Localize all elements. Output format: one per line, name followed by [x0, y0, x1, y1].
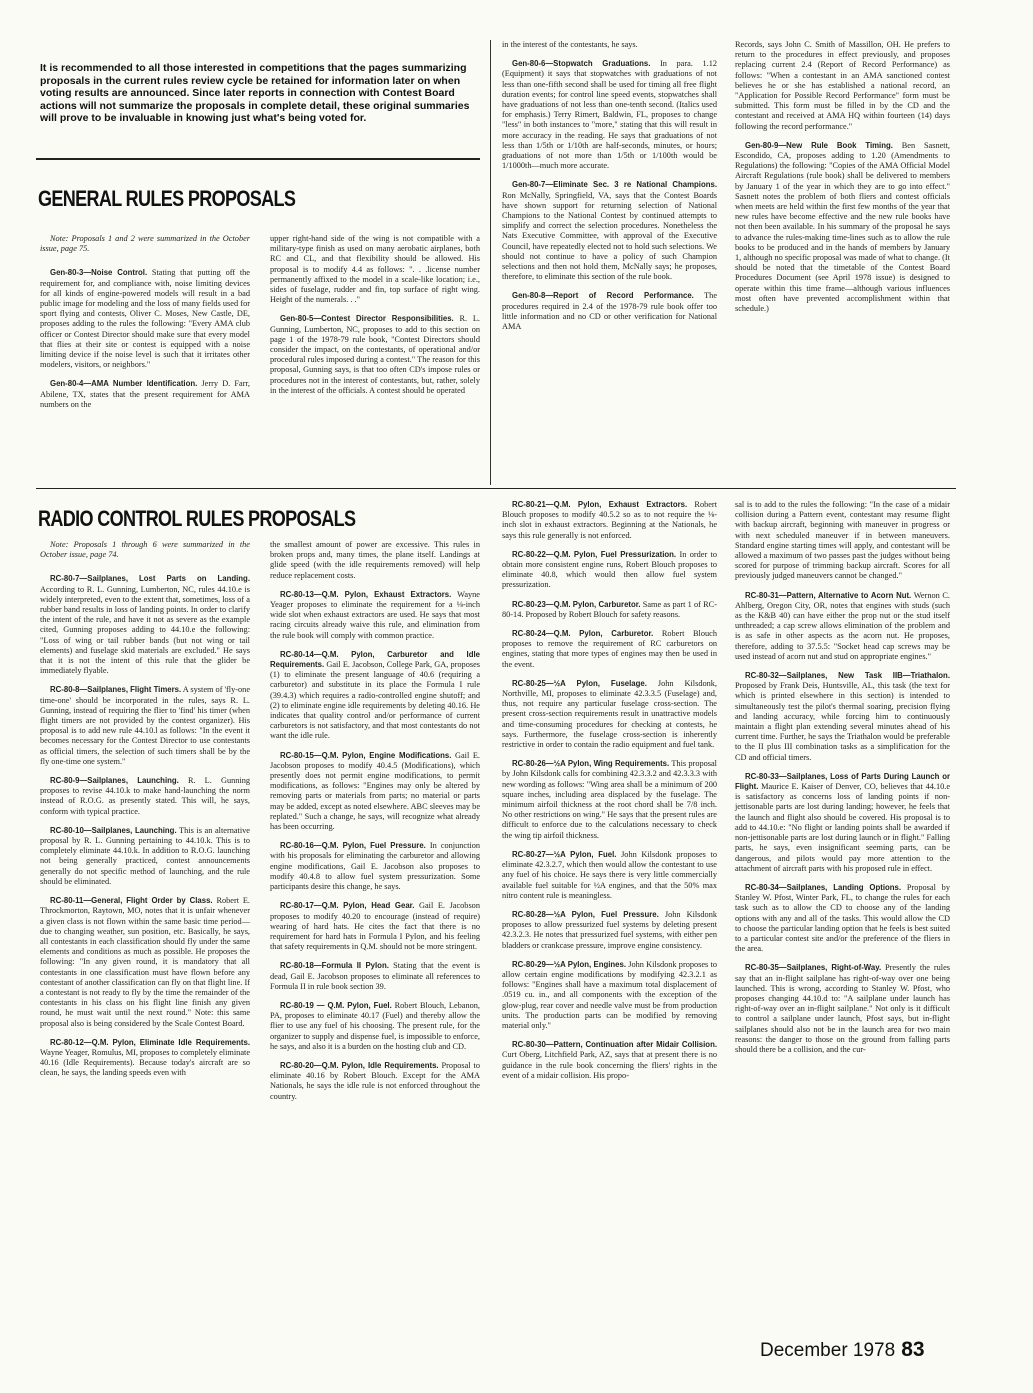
- proposal-heading: RC-80-12—Q.M. Pylon, Eliminate Idle Requirements.: [50, 1037, 250, 1047]
- proposal-text: Robert E. Throckmorton, Raytown, MO, notes that it is unfair whenever a given class is not flown within the same basic time period—due to changing weather, sun position, etc. Basically, he says, all contestants in each classification should fly under the same elements and conditions as much as possible. He proposes the following: "In any given round, it is mandatory that all contestants in one classification must have flown before any contestant of another classification can fly on that flight line. If a contestant is not ready to fly by the time the remainder of the contestants in his class on his flight line finish any given round, he must wait until the next round." Note: this same proposal also is being considered by the Scale Contest Board.: [40, 896, 251, 1028]
- proposal-text: Curt Oberg, Litchfield Park, AZ, says that at present there is no guidance in the rule book concerning the fliers' rights in the event of a midair collision. His propo-: [502, 1050, 717, 1080]
- proposal-heading: Gen-80-6—Stopwatch Graduations.: [512, 59, 651, 69]
- proposal-text: Gail E. Jacobson proposes to modify 40.20 to encourage (instead of require) wearing of hard hats. He cites the fact that there is no requirement for hard hats in Formula I Pylon, and his feeling that safety requirements in Q.M. should not be more stringent.: [270, 901, 480, 952]
- proposal-text: Proposal to eliminate 40.16 by Robert Blouch. Except for the AMA Nationals, he says the idle rule is not enforced throughout the country.: [270, 1060, 480, 1101]
- proposal-heading: RC-80-30—Pattern, Continuation after Midair Collision.: [512, 1040, 717, 1050]
- proposal-paragraph: [735, 963, 950, 1055]
- proposal-text: Wayne Yeager, Romulus, MI, proposes to completely eliminate 40.16 (Idle Requirements). Because today's aircraft are so clean, he says, the landing speeds even with: [40, 1047, 250, 1078]
- section-note: [40, 540, 250, 560]
- proposal-text: Gail E. Jacobson, College Park, GA, proposes (1) to eliminate the present language of 40.6 (requiring a carburetor) and substitute in its place the Formula I rule (39.4.3) which requires a radio-controlled engine shutoff; and (2) to eliminate engine idle requirements by deleting 40.16. He indicates that quality control and/or performance of current carburetors is not satisfactory, and that most contestants do not want the idle rule.: [270, 660, 480, 741]
- proposal-heading: RC-80-22—Q.M. Pylon, Fuel Pressurization.: [512, 549, 677, 559]
- proposal-text: John Kilsdonk, Northville, MI, proposes to eliminate 42.3.3.5 (Fuselage) and, thus, not require any particular fuselage cross-section. The present cross-section requirements result in unattractive models and time-consuming procedures for checking at contests, he says. Furthermore, the fuselage cross-section is inherently restrictive in order to contain the radio equipment and fuel tank.: [502, 678, 717, 750]
- proposal-text: Same as part 1 of RC-80-14. Proposed by Robert Blouch for safety reasons.: [502, 599, 717, 619]
- proposal-heading: Gen-80-9—New Rule Book Timing.: [745, 140, 893, 150]
- proposal-heading: RC-80-15—Q.M. Pylon, Engine Modifications.: [280, 750, 452, 760]
- proposal-paragraph: [270, 961, 480, 992]
- rc-section-title: RADIO CONTROL RULES PROPOSALS: [38, 506, 356, 531]
- proposal-paragraph: [502, 759, 717, 841]
- proposal-text: R. L. Gunning, Lumberton, NC, proposes to add to this section on page 1 of the 1978-79 rule book, "Contest Directors should consider the impact, on the contestants, of operational and/or procedural rules imposed during a contest." The reason for this proposal, Gunning says, is that too often CD's impose rules or procedures not in the interest of contestants, but, rather, solely in the interest of the officials. A contest should be operated: [270, 314, 480, 395]
- continued-paragraph: [735, 500, 950, 582]
- proposal-paragraph: [40, 379, 250, 410]
- proposal-paragraph: [40, 268, 250, 370]
- proposal-text: Stating that the event is dead, Gail E. Jacobson proposes to eliminate all references to Formula II in rule book section 39.: [270, 961, 480, 991]
- proposal-heading: RC-80-28—½A Pylon, Fuel Pressure.: [512, 909, 659, 919]
- proposal-paragraph: [502, 1040, 717, 1081]
- proposal-paragraph: [735, 671, 950, 763]
- proposal-heading: RC-80-19 — Q.M. Pylon, Fuel.: [280, 1000, 392, 1010]
- continued-paragraph: [270, 540, 480, 581]
- proposal-text: Ron McNally, Springfield, VA, says that the Contest Boards have shown support for returning selection of National Champions to the National Contest by continued attempts to simplify and correct the selection procedures. Nonetheless the Nats Executive Committee, with approval of the Executive Council, have repeatedly elected not to hold such selections. We should not continue to have a policy of such Champion selections and then not hold them, McNally says; he proposes, therefore, to eliminate this section of the rule book.: [502, 190, 717, 282]
- proposal-heading: RC-80-18—Formula II Pylon.: [280, 961, 389, 971]
- proposal-paragraph: [735, 141, 950, 314]
- proposal-paragraph: [502, 960, 717, 1031]
- page-number: 83: [901, 1338, 925, 1361]
- proposal-heading: RC-80-32—Sailplanes, New Task IIB—Triathalon.: [745, 671, 950, 681]
- general-col-2: [270, 234, 480, 405]
- proposal-text: The procedures required in 2.4 of the 1978-79 rule book offer too little information and no CD or other verification for National AMA: [502, 291, 717, 332]
- general-col-1: [40, 234, 250, 419]
- proposal-paragraph: [735, 883, 950, 954]
- proposal-text: in the interest of the contestants, he says.: [502, 40, 638, 49]
- rc-col-4: [735, 500, 950, 1064]
- proposal-text: Presently the rules say that an in-flight sailplane has right-of-way over one being launched. This is wrong, according to Stanley W. Pfost, who proposes changing 44.10.d to: "A sailplane under launch has right-of-way over an in-flight sailplane." Not only is it difficult to control a sailplane under launch, Pfost says, but in-flight sailplanes should also not be in the launch area for two main reasons: the danger to those on the ground from falling parts should there be a collision, and the cur-: [735, 963, 950, 1054]
- proposal-heading: RC-80-23—Q.M. Pylon, Carburetor.: [512, 599, 641, 609]
- proposal-paragraph: [40, 1038, 250, 1079]
- proposal-text: Note: Proposals 1 and 2 were summarized in the October issue, page 75.: [40, 234, 250, 254]
- proposal-text: John Kilsdonk proposes to allow pressurized fuel systems by deleting present 42.3.2.3. He notes that pressurized fuel systems, with either pen bladders or crankcase pressure, improve engine consistency.: [502, 909, 717, 950]
- proposal-text: Jerry D. Farr, Abilene, TX, states that the present requirement for AMA numbers on the: [40, 379, 250, 409]
- proposal-paragraph: [270, 590, 480, 641]
- proposal-heading: Gen-80-7—Eliminate Sec. 3 re National Champions.: [512, 180, 717, 190]
- proposal-text: This proposal by John Kilsdonk calls for combining 42.3.3.2 and 42.3.3.3 with new wording as follows: "Wing area shall be a minimum of 200 square inches, including area displaced by the fuselage. The minimum airfoil thickness at the root chord shall be 7/8 inch. No other restrictions on wing." He says that the present rules are difficult to enforce due to the calculations necessary to check the wing tip airfoil thickness.: [502, 759, 717, 840]
- proposal-text: Note: Proposals 1 through 6 were summarized in the October issue, page 74.: [40, 540, 250, 560]
- proposal-heading: RC-80-21—Q.M. Pylon, Exhaust Extractors.: [512, 500, 688, 509]
- proposal-text: Proposed by Frank Deis, Huntsville, AL, this task (the text for which is printed elsewhere in this section) is intended to simultaneously test the pilot's thermal soaring, precision flying and landing accuracy, while forcing him to continuously maintain a flight plan extending several minutes ahead of his current time. Further, he says the Triathalon would be preferable to the II plus III combination tasks as a simplification for the CD and official timers.: [735, 681, 950, 762]
- issue-date: December 1978: [760, 1340, 896, 1361]
- proposal-heading: RC-80-24—Q.M. Pylon, Carburetor.: [512, 629, 654, 639]
- proposal-paragraph: [502, 600, 717, 620]
- proposal-heading: RC-80-29—½A Pylon, Engines.: [512, 959, 626, 969]
- proposal-text: In para. 1.12 (Equipment) it says that stopwatches with graduations of not less than one-fifth second shall be used for timing all free flight duration events; for control line speed events, stopwatches shall have graduations of not less than one-tenth second. (Italics used for emphasis.) Terry Rimert, Baldwin, FL, proposes to change "less" in both instances to "more," stating that this will result in more accuracy in the reading. He says that graduations of not less than 1/5th or 1/10th are half-seconds, minutes, or hours; graduations of not more than 1/5th or 1/100th would be 1/1000th—much more accurate.: [502, 59, 717, 171]
- proposal-paragraph: [735, 591, 950, 662]
- proposal-paragraph: [270, 314, 480, 396]
- proposal-text: In order to obtain more consistent engine runs, Robert Blouch proposes to eliminate 40.8, which would then allow fuel system pressurization.: [502, 549, 717, 590]
- proposal-heading: RC-80-35—Sailplanes, Right-of-Way.: [745, 963, 882, 973]
- proposal-heading: RC-80-26—½A Pylon, Wing Requirements.: [512, 759, 670, 769]
- proposal-heading: RC-80-14—Q.M. Pylon, Carburetor and Idle Requirements.: [270, 649, 480, 670]
- proposal-heading: RC-80-27—½A Pylon, Fuel.: [512, 849, 617, 859]
- proposal-text: Ben Sasnett, Escondido, CA, proposes adding to 1.20 (Amendments to Regulations) the following: "Copies of the AMA Official Model Aircraft Regulations (rule book) shall be delivered to members by January 1 of the year in which they are to go into effect." Sasnett notes the problem of both fliers and contest officials when meets are held within the first few months of the year that new rules have become effective and the new rule books have not then been available. In his summary of the proposal he says to advance the rules-making time-lines such as to allow the rule books to be produced and in the hands of members by January 1, although no specific proposal was made of what to change. (It should be noted that the timetable of the Contest Board Procedures Document (see April 1978 issue) is designed to operate within this time frame—although various influences most often have prevented accomplishment within that schedule.): [735, 140, 950, 314]
- proposal-paragraph: [40, 776, 250, 817]
- proposal-heading: RC-80-20—Q.M. Pylon, Idle Requirements.: [280, 1060, 439, 1070]
- general-col-3: [502, 40, 717, 341]
- proposal-text: Proposal by Stanley W. Pfost, Winter Park, FL, to change the rules for each task such as to allow the CD to choose any of the landing options with any and all of the tasks. This would allow the CD to choose the particular landing option that he feels is best suited to a particular contest site and/or the preference of the fliers in the area.: [735, 882, 950, 954]
- proposal-text: upper right-hand side of the wing is not compatible with a military-type finish as used on many aerobatic airplanes, both RC and CL, and that flexibility should be allowed. His proposal is to modify 4.4 as follows: ". . .license number permanently affixed to the model in a scale-like location; i.e., sides of fuselage, rudder and fin, top surface of right wing. Height of the numerals. . .": [270, 234, 480, 305]
- general-col-4: [735, 40, 950, 323]
- proposal-paragraph: [270, 650, 480, 742]
- proposal-heading: RC-80-16—Q.M. Pylon, Fuel Pressure.: [280, 841, 426, 851]
- proposal-heading: RC-80-11—General, Flight Order by Class.: [50, 896, 213, 906]
- proposal-text: According to R. L. Gunning, Lumberton, NC, rules 44.10.e is widely interpreted, even to the extent that, sometimes, loss of a rubber band results in loss of landing points. In order to clarify the intent of the rule, and have it not as severe as the example cited, Gunning proposes adding to 44.10.e the following: "Loss of wing or tail rubber bands (but not wing or tail elements) and fuselage skid materials are excluded." He says that it is not the intent of this rule that the glider be immediately flyable.: [40, 584, 250, 676]
- proposal-paragraph: [270, 901, 480, 952]
- proposal-heading: RC-80-17—Q.M. Pylon, Head Gear.: [280, 901, 415, 911]
- proposal-paragraph: [502, 679, 717, 750]
- proposal-paragraph: [502, 850, 717, 901]
- proposal-heading: RC-80-33—Sailplanes, Loss of Parts During Launch or Flight.: [735, 771, 950, 792]
- proposal-heading: Gen-80-3—Noise Control.: [50, 268, 148, 278]
- proposal-heading: RC-80-8—Sailplanes, Flight Timers.: [50, 685, 182, 695]
- proposal-paragraph: [270, 1001, 480, 1052]
- proposal-text: Robert Blouch proposes to remove the requirement of RC carburetors on engines, stating that more types of engines may then be used in the event.: [502, 629, 717, 669]
- proposal-text: Wayne Yeager proposes to eliminate the requirement for a ⅛-inch wide slot when exhaust extractors are used. He says that most racing circuits already waive this rule, and elimination from the rule book will comply with common practice.: [270, 589, 480, 640]
- proposal-paragraph: [40, 896, 250, 1029]
- page-footer: [760, 1338, 925, 1362]
- section-note: [40, 234, 250, 254]
- proposal-heading: RC-80-7—Sailplanes, Lost Parts on Landing.: [50, 574, 250, 584]
- proposal-paragraph: [40, 826, 250, 887]
- proposal-text: Robert Blouch, Lebanon, PA, proposes to eliminate 40.17 (Fuel) and thereby allow the flier to use any fuel of his choosing. The present rule, for the organizer to supply and dispense fuel, is impossible to enforce, he says, and also it is a burden on the hosting club and CD.: [270, 1000, 480, 1051]
- proposal-text: Maurice E. Kaiser of Denver, CO, believes that 44.10.e is satisfactory as concerns loss of landing points if non-jettisonable parts are lost during landing; however, he feels that the launch and flight also should be covered. His proposal is to add to 44.10.e: "No flight or landing points shall be awarded if non-jettisonable parts are lost during launch or in flight." Falling parts, he says, even insignificant seeming parts, can be dangerous, and pilots would pay more attention to the attachment of aircraft parts with his proposed rule in effect.: [735, 782, 950, 873]
- proposal-paragraph: [270, 751, 480, 833]
- continued-paragraph: [735, 40, 950, 132]
- proposal-heading: RC-80-25—½A Pylon, Fuselage.: [512, 678, 647, 688]
- proposal-paragraph: [502, 629, 717, 670]
- proposal-text: Records, says John C. Smith of Massillon, OH. He prefers to return to the procedures in effect previously, and proposes replacing current 2.4 (Report of Record Performance) as follows: "When a contestant in an AMA sanctioned contest believes he or she has established a national record, an "Application for Possible Record Performance" form must be submitted. This form must be filled in by the CD and the contestant and received at AMA HQ within fourteen (14) days following the record performance.": [735, 40, 950, 131]
- proposal-heading: RC-80-10—Sailplanes, Launching.: [50, 825, 177, 835]
- section-divider: [36, 488, 956, 489]
- proposal-text: sal is to add to the rules the following: "In the case of a midair collision during a Pattern event, contestant may resume flight with backup aircraft, beginning with maneuver in progress or with next scheduled maneuver if in between maneuvers. Standard engine starting times will apply, and contestant will be allowed a maximum of two passes past the judges without being scored for purpose of trimming backup aircraft. Scores for all previously judged maneuvers cannot be changed.": [735, 500, 950, 581]
- proposal-paragraph: [270, 841, 480, 892]
- proposal-paragraph: [502, 500, 717, 541]
- proposal-heading: RC-80-9—Sailplanes, Launching.: [50, 776, 179, 786]
- rc-col-3: [502, 500, 717, 1090]
- proposal-paragraph: [40, 685, 250, 767]
- proposal-heading: Gen-80-8—Report of Record Performance.: [512, 291, 694, 301]
- proposal-text: A system of 'fly-one time-one' should be incorporated in the rules, says R. L. Gunning, instead of requiring the flier to 'find' his timer (when flight timers are not provided by the contest organizer). His proposal is to add new rule 44.10.l as follows: "In the event it becomes necessary for the Contest Director to use contestants as official timers, the selection of such timers shall be by the fly one-time one system.": [40, 685, 250, 766]
- proposal-paragraph: [735, 772, 950, 874]
- continued-paragraph: [502, 40, 717, 50]
- proposal-heading: RC-80-31—Pattern, Alternative to Acorn Nut.: [745, 590, 912, 600]
- rc-col-2: [270, 540, 480, 1111]
- proposal-paragraph: [502, 910, 717, 951]
- proposal-text: In conjunction with his proposals for eliminating the carburetor and allowing engine modifications, Gail E. Jacobson also proposes to modify 40.4.8 to allow fuel system pressurization. Some participants desire this change, he says.: [270, 841, 480, 892]
- proposal-heading: RC-80-13—Q.M. Pylon, Exhaust Extractors.: [280, 589, 452, 599]
- proposal-heading: Gen-80-5—Contest Director Responsibilities.: [280, 314, 454, 324]
- general-divider: [490, 40, 491, 485]
- proposal-heading: RC-80-34—Sailplanes, Landing Options.: [745, 882, 902, 892]
- proposal-paragraph: [502, 550, 717, 591]
- rc-col-1: [40, 540, 250, 1088]
- proposal-text: Stating that putting off the requirement for, and compliance with, noise limiting devices for all kinds of engine-powered models will result in a bad public image for modeling and the loss of many fields used for sport flying and contests, Oliver C. Moses, New Castle, DE, proposes adding to the rules the following: "Every AMA club officer or Contest Director should make sure that every model that flies at their site or contest is equipped with a noise limiting device if the noise level is such that it irritates other modelers, visitors, or neighbors.": [40, 268, 250, 370]
- proposal-paragraph: [502, 291, 717, 332]
- general-section-title: GENERAL RULES PROPOSALS: [38, 186, 296, 211]
- proposal-text: the smallest amount of power are excessive. This rules in broken props and, many times, the plane itself. Landings at glide speed (with the idle requirements removed) will help reduce replacement costs.: [270, 540, 480, 580]
- proposal-text: Wernon C. Ahlberg, Oregon City, OR, notes that engines with studs (such as the K&B 40) can have either the prop nut or the stud itself unthreaded; a cap screw allows elimination of the problem and is as safe in other aspects as the acorn nut. He proposes, therefore, adding to 37.5.5: "Socket head cap screws may be used instead of acorn nut and stud on appropriate engines.": [735, 590, 950, 661]
- proposal-paragraph: [270, 1061, 480, 1102]
- intro-rule: [36, 158, 480, 160]
- proposal-text: John Kilsdonk proposes to eliminate 42.3.2.7, which then would allow the contestant to use any fuel of his choice. He says there is very little commercially available fuel suitable for ½A engines, and that the 50% max nitro content rule is meaningless.: [502, 849, 717, 900]
- proposal-paragraph: [502, 59, 717, 171]
- proposal-text: Robert Blouch proposes to modify 40.5.2 so as to not require the ⅛-inch slot in exhaust extractors. Beginning at the Nationals, he says this rule generally is not enforced.: [502, 500, 718, 540]
- proposal-paragraph: [502, 180, 717, 282]
- proposal-heading: Gen-80-4—AMA Number Identification.: [50, 379, 198, 389]
- intro-notice: It is recommended to all those interested in competitions that the pages summarizing proposals in the current rules review cycle be retained for information later on when voting results are announced. Since later reports in connection with Contest Board actions will not summarize the proposals in complete detail, these original summaries will prove to be invaluable in knowing just what's being voted for.: [40, 62, 470, 125]
- proposal-text: Gail E. Jacobson proposes to modify 40.4.5 (Modifications), which presently does not permit engine modifications, to permit modifications, as follows: "Engines may only be altered by removing parts or materials from parts; no material or parts may be added, except as noted elsewhere. ABC sleeves may be replated." Such a change, he says, will recognize what already has been occurring.: [270, 750, 480, 832]
- proposal-text: This is an alternative proposal by R. L. Gunning pertaining to 44.10.k. This is to completely eliminate 44.10.k. In addition to R.O.G. launching not being generally practiced, contest announcements generally do not specific method of launching, and the rule should be eliminated.: [40, 825, 250, 886]
- proposal-text: John Kilsdonk proposes to allow certain engine modifications by modifying 42.3.2.1 as follows: "Engines shall have a maximum total displacement of .0519 cu. in., and all components with the exception of the glow-plug, rear cover and needle valve must be from production units. The production parts can be modified by removing material only.": [502, 959, 717, 1030]
- proposal-text: R. L. Gunning proposes to revise 44.10.k to make hand-launching the norm instead of R.O.G. as presently stated. This will, he says, conform with typical practice.: [40, 776, 251, 816]
- proposal-paragraph: [40, 574, 250, 676]
- continued-paragraph: [270, 234, 480, 305]
